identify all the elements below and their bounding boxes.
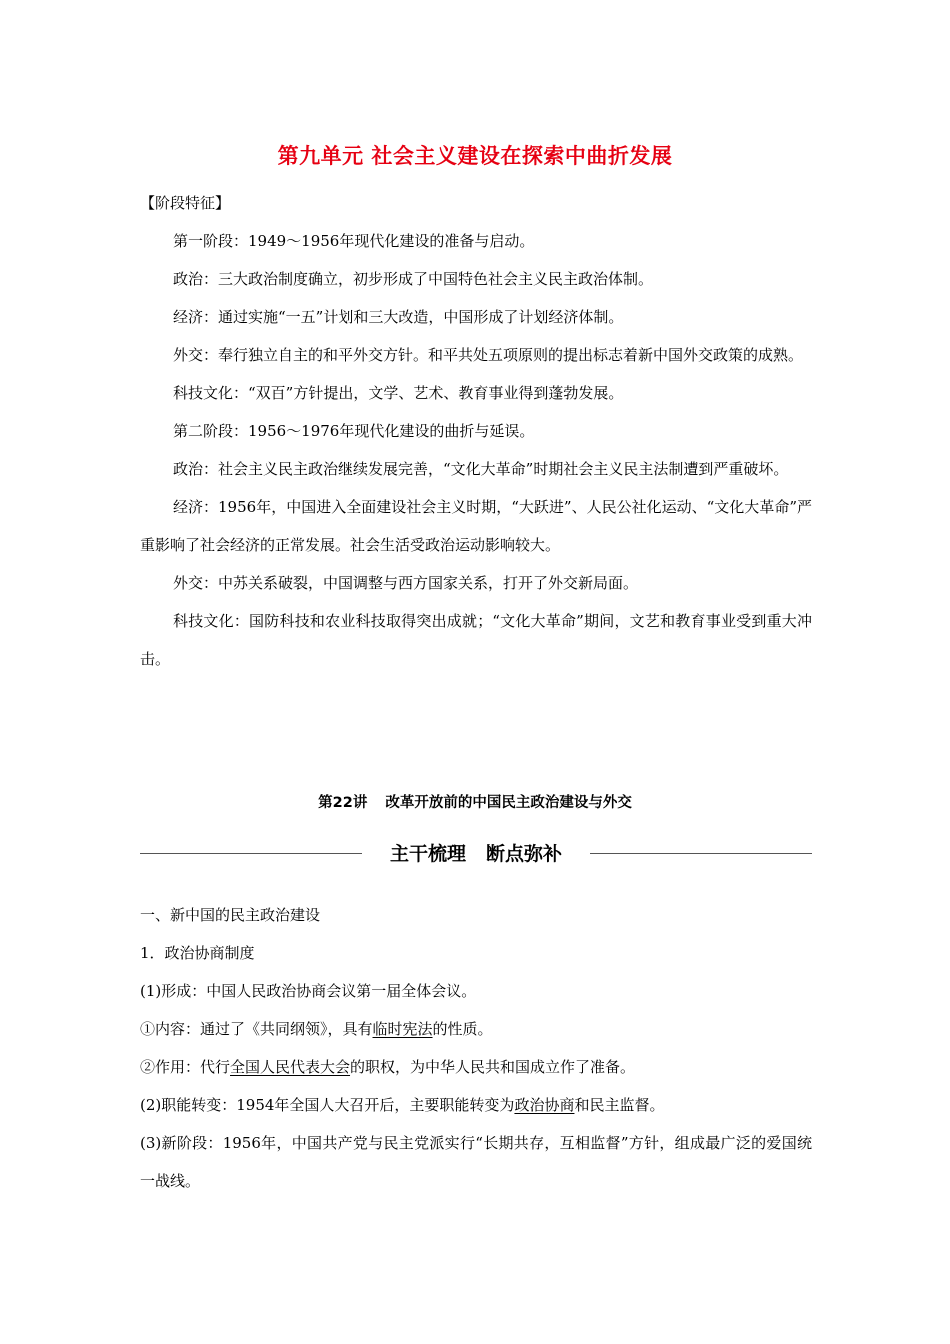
role-line bbox=[140, 1048, 812, 1086]
stage1-heading: 第一阶段：1949～1956年现代化建设的准备与启动。 bbox=[173, 232, 535, 250]
lesson-number: 第22讲 bbox=[318, 795, 368, 811]
role-text-end: 的职权，为中华人民共和国成立作了准备。 bbox=[350, 1058, 636, 1076]
stage1-diplomacy: 外交：奉行独立自主的和平外交方针。和平共处五项原则的提出标志着新中国外交政策的成熟。 bbox=[173, 346, 804, 364]
stage2-economy: 经济：1956年，中国进入全面建设社会主义时期，“大跃进”、人民公社化运动、“文化大革命”严重影响了社会经济的正常发展。社会生活受政治运动影响较大。 bbox=[140, 498, 812, 554]
stage-heading: 【阶段特征】 bbox=[140, 194, 231, 212]
content-text: ①内容：通过了《共同纲领》，具有 bbox=[140, 1020, 373, 1038]
stage1-economy: 经济：通过实施“一五”计划和三大改造，中国形成了计划经济体制。 bbox=[173, 308, 624, 326]
unit-title: 第九单元 社会主义建设在探索中曲折发展 bbox=[277, 144, 673, 168]
lesson-name: 改革开放前的中国民主政治建设与外交 bbox=[385, 795, 632, 811]
transform-text-end: 和民主监督。 bbox=[574, 1096, 665, 1114]
content-line bbox=[140, 1010, 812, 1048]
stage2-heading: 第二阶段：1956～1976年现代化建设的曲折与延误。 bbox=[173, 422, 535, 440]
stage1-culture: 科技文化：“双百”方针提出，文学、艺术、教育事业得到蓬勃发展。 bbox=[173, 384, 624, 402]
transform-line bbox=[140, 1086, 812, 1124]
lesson-title bbox=[0, 791, 950, 812]
banner-label bbox=[140, 842, 812, 866]
new-stage-line: (3)新阶段：1956年，中国共产党与民主党派实行“长期共存，互相监督”方针，组成最广泛的爱国统一战线。 bbox=[140, 1134, 812, 1190]
part1-heading: 一、新中国的民主政治建设 bbox=[140, 906, 321, 924]
transform-text: (2)职能转变：1954年全国人大召开后，主要职能转变为 bbox=[140, 1096, 515, 1114]
content-text-end: 的性质。 bbox=[432, 1020, 493, 1038]
outline-section bbox=[140, 896, 812, 1200]
banner-right-text: 断点弥补 bbox=[486, 843, 563, 865]
section-banner bbox=[140, 842, 812, 866]
stage1-politics: 政治：三大政治制度确立，初步形成了中国特色社会主义民主政治体制。 bbox=[173, 270, 654, 288]
banner-left-text: 主干梳理 bbox=[389, 843, 466, 865]
transform-underlined: 政治协商 bbox=[514, 1096, 575, 1114]
stage2-politics: 政治：社会主义民主政治继续发展完善，“文化大革命”时期社会主义民主法制遭到严重破坏。 bbox=[173, 460, 789, 478]
formation-line: (1)形成：中国人民政治协商会议第一届全体会议。 bbox=[140, 982, 477, 1000]
role-text: ②作用：代行 bbox=[140, 1058, 231, 1076]
stage2-culture: 科技文化：国防科技和农业科技取得突出成就；“文化大革命”期间，文艺和教育事业受到重大冲击。 bbox=[140, 612, 812, 668]
item1-heading: 1．政治协商制度 bbox=[140, 944, 255, 962]
content-underlined: 临时宪法 bbox=[372, 1020, 433, 1038]
stage-features-section bbox=[140, 184, 812, 678]
role-underlined: 全国人民代表大会 bbox=[230, 1058, 351, 1076]
stage2-diplomacy: 外交：中苏关系破裂，中国调整与西方国家关系，打开了外交新局面。 bbox=[173, 574, 639, 592]
